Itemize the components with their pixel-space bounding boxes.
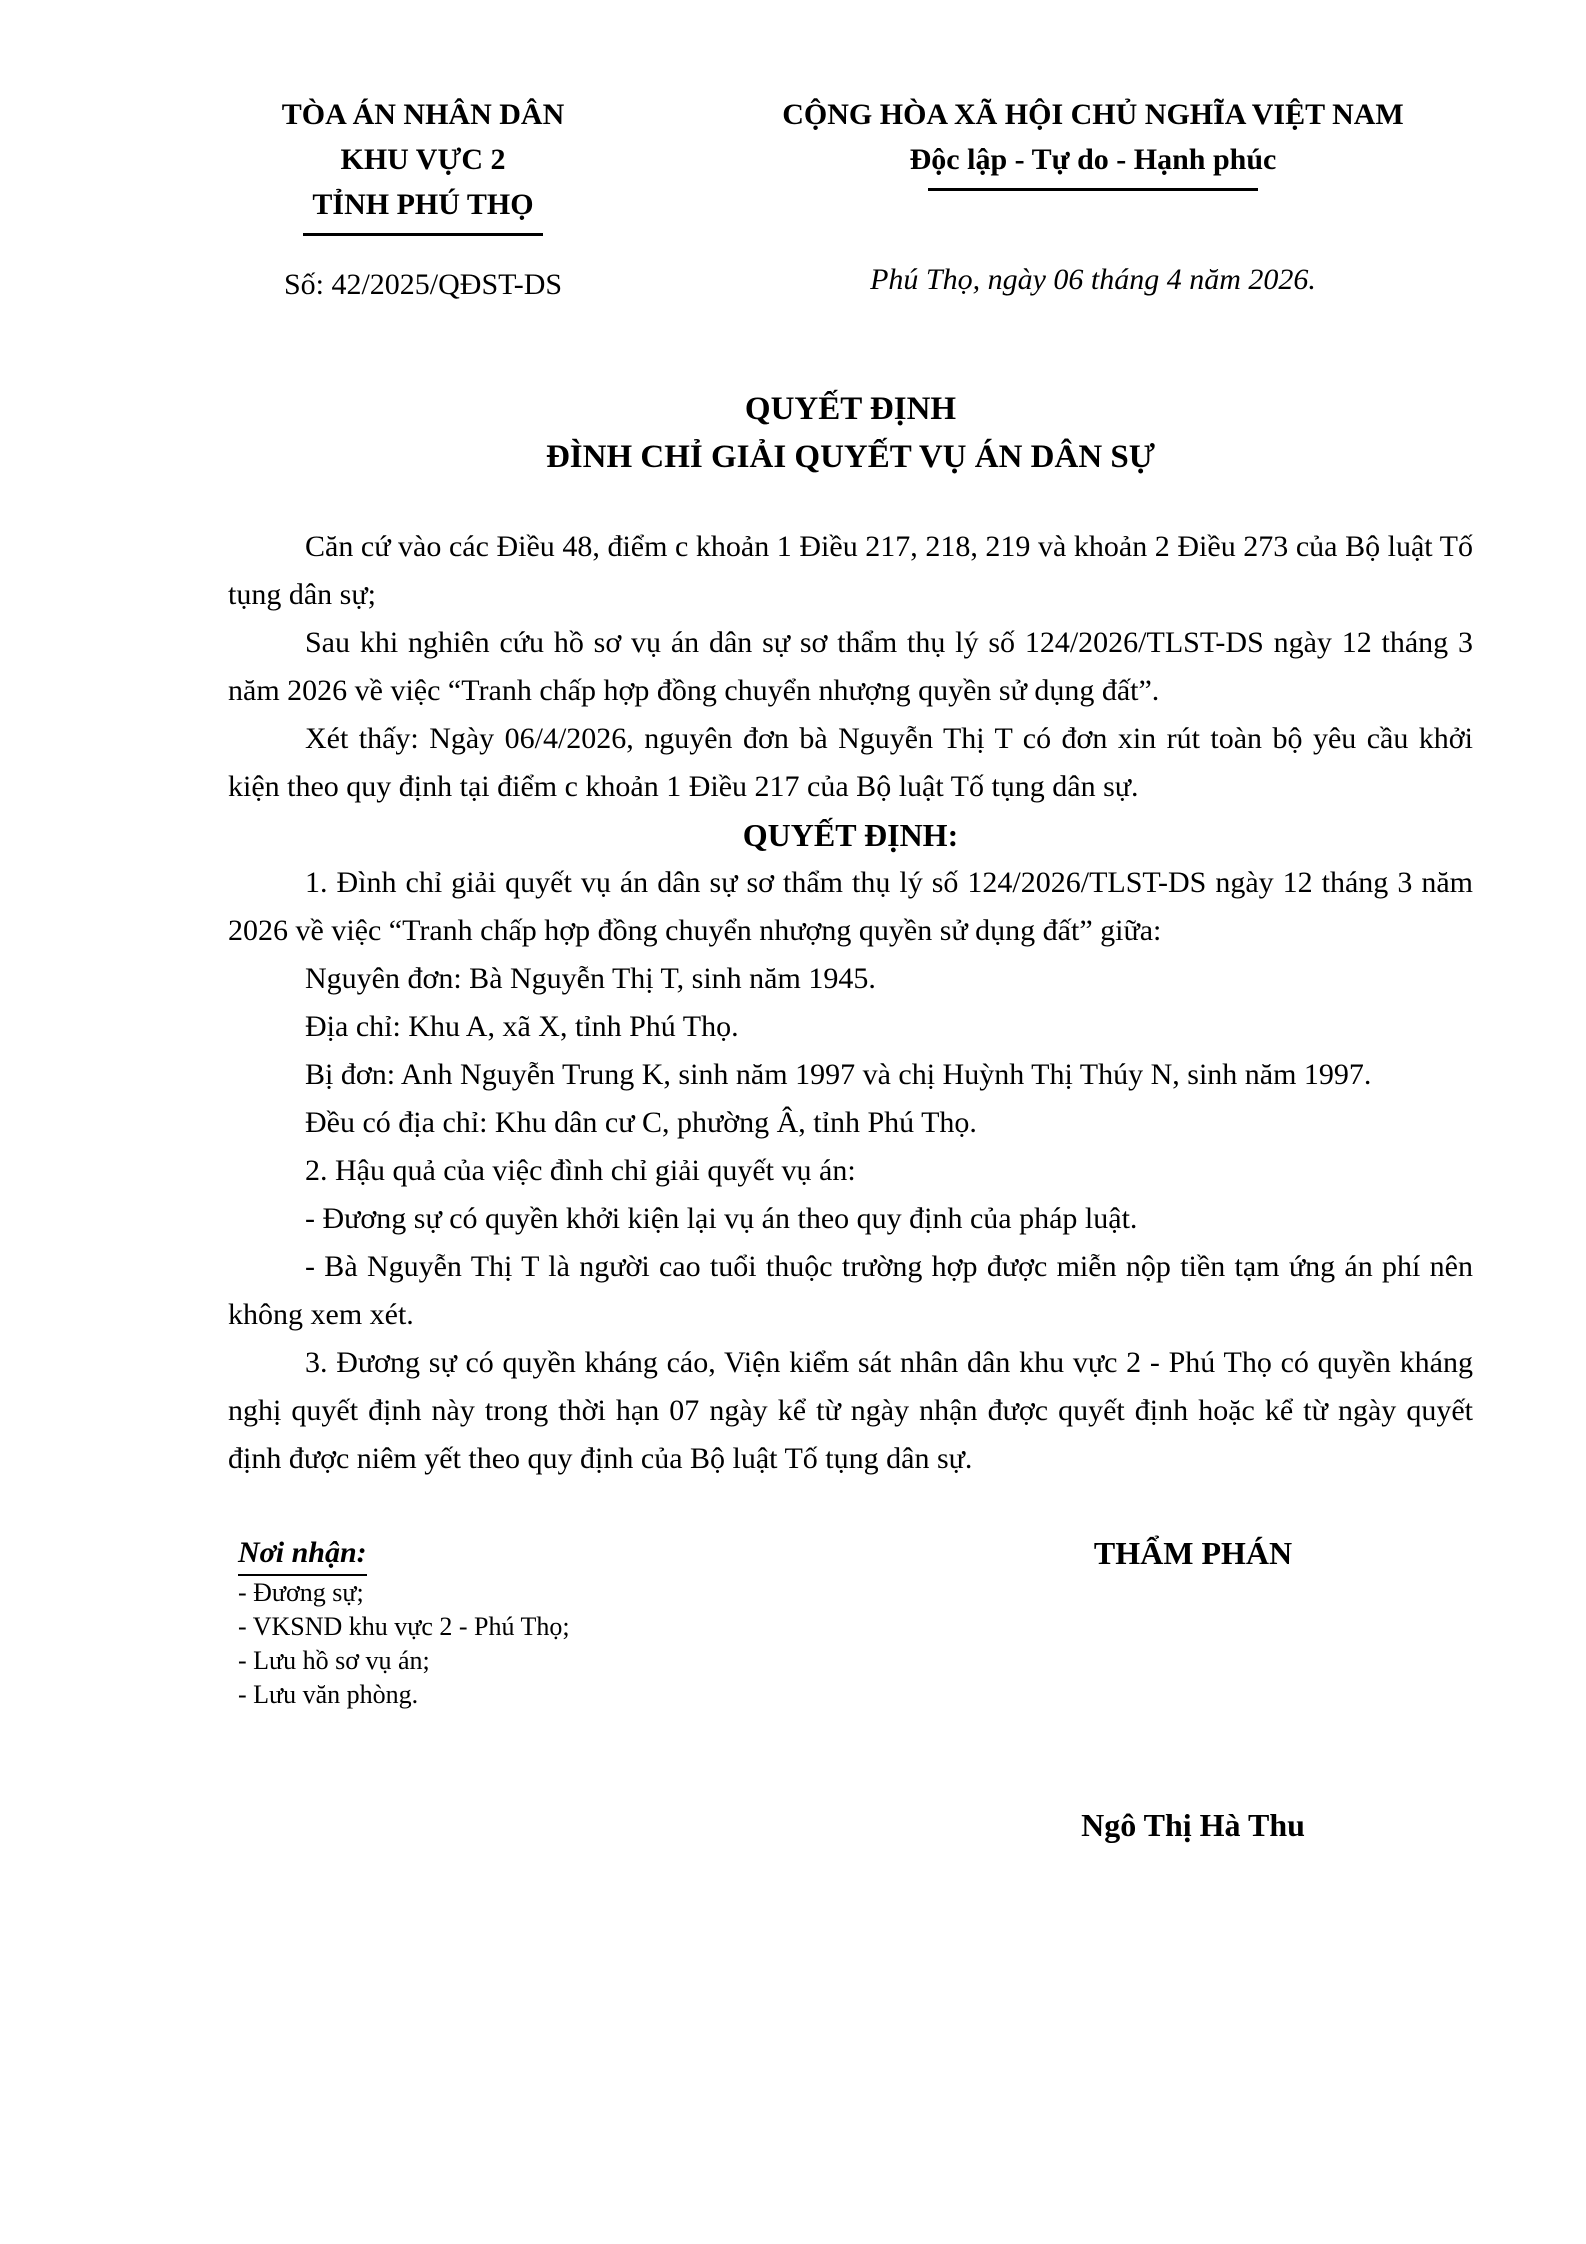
decision-paragraph-2b: - Bà Nguyễn Thị T là người cao tuổi thuộc trường hợp được miễn nộp tiền tạm ứng án phí nên không xem xét. (228, 1250, 1473, 1331)
preamble-paragraph-findings: Xét thấy: Ngày 06/4/2026, nguyên đơn bà Nguyễn Thị T có đơn xin rút toàn bộ yêu cầu khởi kiện theo quy định tại điểm c khoản 1 Điều 217 của Bộ luật Tố tụng dân sự. (228, 722, 1473, 803)
motto-divider (928, 188, 1258, 191)
document-header (228, 92, 1473, 307)
decision-title-line2: ĐÌNH CHỈ GIẢI QUYẾT VỤ ÁN DÂN SỰ (545, 439, 1156, 475)
recipient-item-1: - Đương sự; (238, 1578, 364, 1607)
decision-paragraph-2: 2. Hậu quả của việc đình chỉ giải quyết vụ án: (305, 1154, 856, 1187)
section-heading-decision: QUYẾT ĐỊNH: (742, 817, 959, 853)
court-name-divider (303, 233, 543, 236)
document-number: Số: 42/2025/QĐST-DS (283, 268, 563, 301)
preamble-paragraph-case-review: Sau khi nghiên cứu hồ sơ vụ án dân sự sơ thẩm thụ lý số 124/2026/TLST-DS ngày 12 tháng 3 năm 2026 về việc “Tranh chấp hợp đồng chuyển nhượng quyền sử dụng đất”. (228, 626, 1473, 707)
national-motto-block (713, 92, 1473, 302)
decision-paragraph-defendant-address: Đều có địa chỉ: Khu dân cư C, phường Â, tỉnh Phú Thọ. (305, 1106, 977, 1139)
court-name-line2: KHU VỰC 2 (340, 143, 506, 176)
issue-date-line: Phú Thọ, ngày 06 tháng 4 năm 2026. (870, 263, 1316, 296)
decision-title-block (228, 385, 1473, 481)
recipient-item-2: - VKSND khu vực 2 - Phú Thọ; (238, 1612, 570, 1641)
national-name: CỘNG HÒA XÃ HỘI CHỦ NGHĨA VIỆT NAM (782, 98, 1404, 131)
recipient-item-4: - Lưu văn phòng. (238, 1680, 419, 1709)
decision-paragraph-plaintiff-address: Địa chỉ: Khu A, xã X, tỉnh Phú Thọ. (305, 1010, 739, 1043)
decision-paragraph-plaintiff: Nguyên đơn: Bà Nguyễn Thị T, sinh năm 1945. (305, 962, 876, 995)
preamble-paragraph-legal-basis: Căn cứ vào các Điều 48, điểm c khoản 1 Điều 217, 218, 219 và khoản 2 Điều 273 của Bộ luật Tố tụng dân sự; (228, 530, 1473, 611)
judge-name: Ngô Thị Hà Thu (1081, 1807, 1305, 1843)
court-name-block (228, 92, 618, 307)
recipients-block (228, 1533, 913, 1712)
signature-block (913, 1533, 1473, 1845)
decision-title-line1: QUYẾT ĐỊNH (744, 391, 957, 427)
recipients-label: Nơi nhận: (238, 1533, 367, 1576)
decision-paragraph-3: 3. Đương sự có quyền kháng cáo, Viện kiểm sát nhân dân khu vực 2 - Phú Thọ có quyền kháng nghị quyết định này trong thời hạn 07 ngày kể từ ngày nhận được quyết định hoặc kể từ ngày quyết định được niêm yết theo quy định của Bộ luật Tố tụng dân sự. (228, 1346, 1473, 1475)
decision-paragraph-2a: - Đương sự có quyền khởi kiện lại vụ án theo quy định của pháp luật. (305, 1202, 1138, 1235)
decision-paragraph-1: 1. Đình chỉ giải quyết vụ án dân sự sơ thẩm thụ lý số 124/2026/TLST-DS ngày 12 tháng 3 năm 2026 về việc “Tranh chấp hợp đồng chuyển nhượng quyền sử dụng đất” giữa: (228, 866, 1473, 947)
court-name-line1: TÒA ÁN NHÂN DÂN (281, 98, 565, 131)
document-body (228, 523, 1473, 1483)
document-footer (228, 1533, 1473, 1845)
decision-paragraph-defendant: Bị đơn: Anh Nguyễn Trung K, sinh năm 1997 và chị Huỳnh Thị Thúy N, sinh năm 1997. (305, 1058, 1372, 1091)
national-motto: Độc lập - Tự do - Hạnh phúc (909, 143, 1277, 176)
court-name-line3: TỈNH PHÚ THỌ (312, 188, 534, 221)
recipient-item-3: - Lưu hồ sơ vụ án; (238, 1646, 430, 1675)
judge-title: THẨM PHÁN (1093, 1535, 1293, 1571)
